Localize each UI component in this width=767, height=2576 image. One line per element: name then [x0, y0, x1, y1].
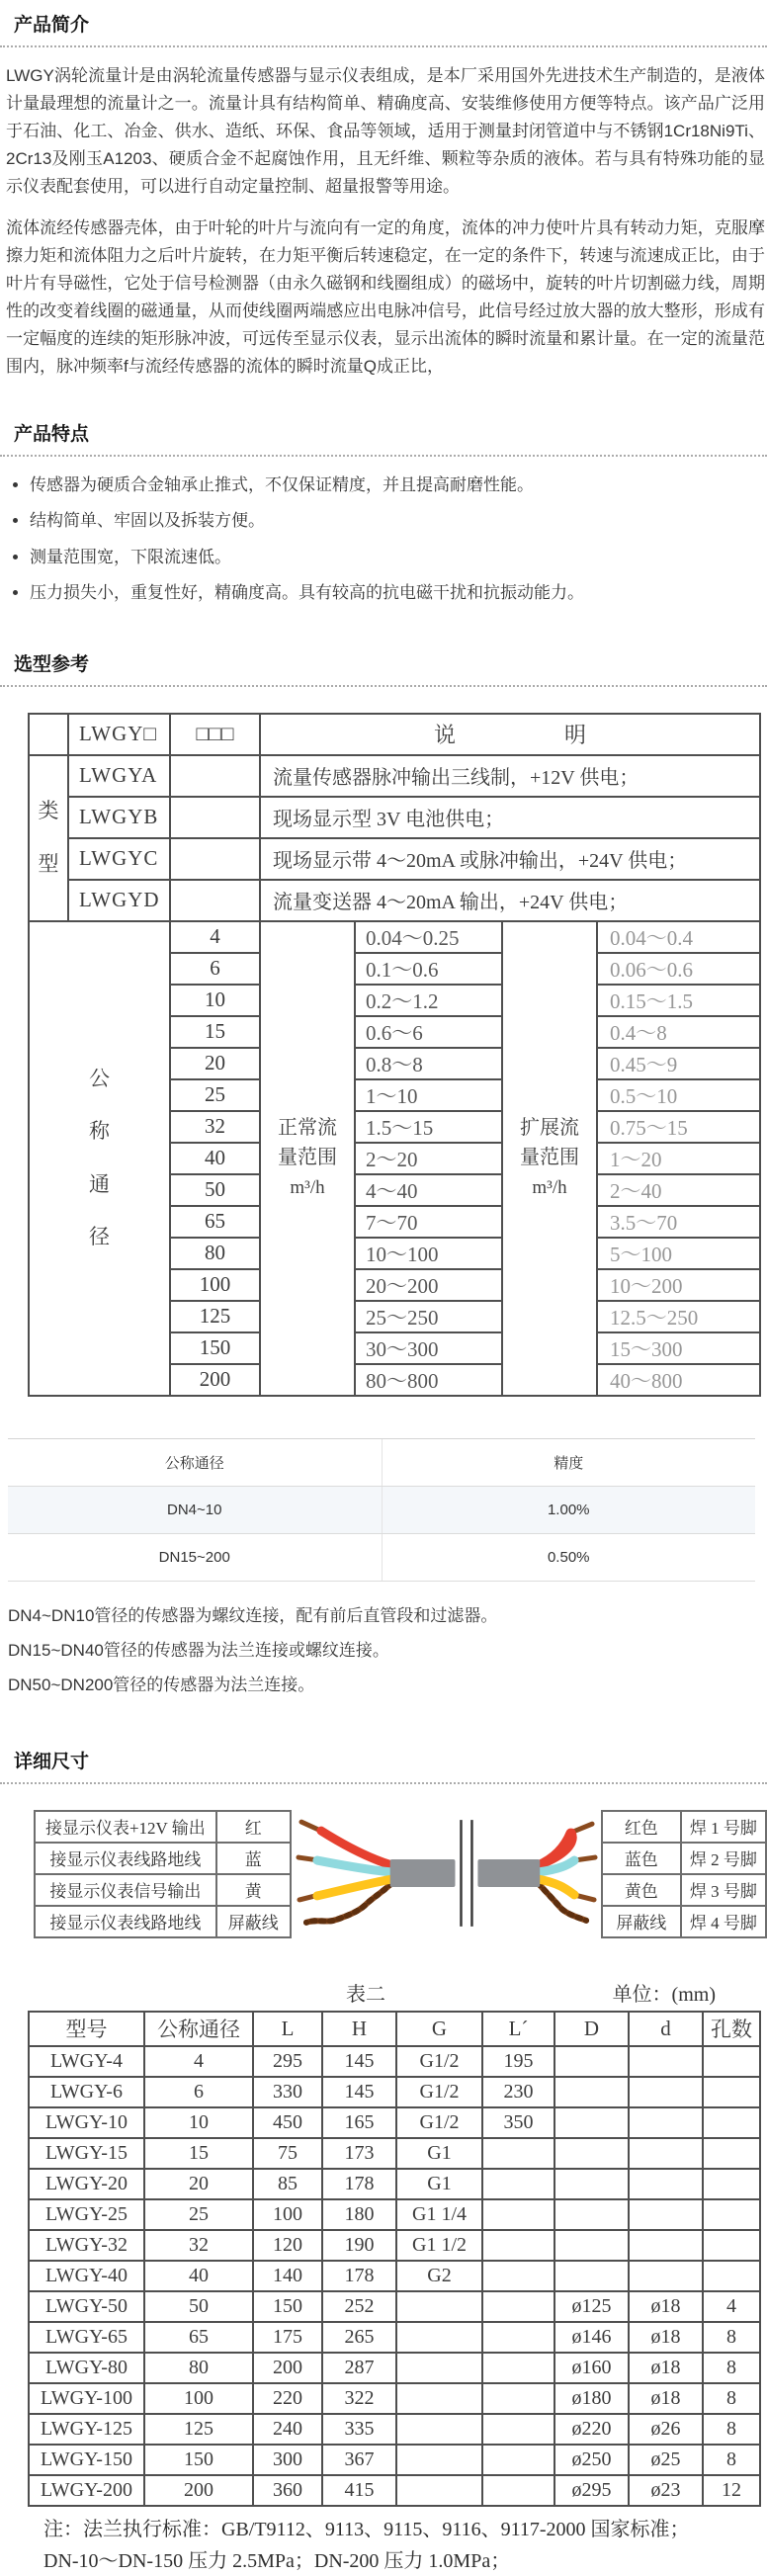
precision-cell: DN15~200 [8, 1533, 382, 1581]
dim-cell: 200 [253, 2353, 322, 2383]
dim-cell: 367 [322, 2445, 396, 2475]
connection-note: DN15~DN40管径的传感器为法兰连接或螺纹连接。 [8, 1640, 389, 1660]
dim-cell: LWGY-6 [29, 2077, 144, 2107]
type-label-cell [29, 755, 68, 921]
dim-cell: 450 [253, 2107, 322, 2138]
dim-cell [554, 2107, 629, 2138]
extended-range-cell: 0.45～9 [597, 1048, 760, 1079]
desc-cell: 流量变送器 4～20mA 输出，+24V 供电； [260, 880, 760, 921]
normal-range-cell: 0.2～1.2 [355, 985, 502, 1016]
dim-cell [396, 2445, 482, 2475]
diameter-cell: 40 [170, 1143, 260, 1174]
model-header-cell: LWGY□ [68, 714, 170, 755]
dim-cell: LWGY-25 [29, 2199, 144, 2230]
dim-cell: LWGY-150 [29, 2445, 144, 2475]
dim-cell: ø23 [629, 2475, 703, 2506]
dim-cell: ø295 [554, 2475, 629, 2506]
dim-cell [482, 2475, 554, 2506]
pin-cell: 焊 3 号脚 [681, 1874, 766, 1906]
dim-cell: 8 [703, 2414, 760, 2445]
dim-cell: ø18 [629, 2383, 703, 2414]
terminal-cell: 接显示仪表线路地线 [35, 1906, 216, 1937]
model-cell: LWGYC [68, 838, 170, 880]
dim-cell: LWGY-15 [29, 2138, 144, 2169]
dim-cell: 8 [703, 2383, 760, 2414]
dim-cell: G2 [396, 2261, 482, 2291]
features-list [0, 472, 767, 606]
dim-cell: 360 [253, 2475, 322, 2506]
code-cell [170, 755, 260, 797]
dim-cell: 4 [144, 2046, 253, 2077]
dim-cell: 40 [144, 2261, 253, 2291]
wire-color-cell: 蓝色 [602, 1843, 681, 1874]
precision-table [8, 1438, 755, 1582]
section-title-features: 产品特点 [0, 395, 767, 457]
selection-table [28, 713, 761, 1397]
dim-cell [629, 2077, 703, 2107]
extended-range-cell: 15～300 [597, 1332, 760, 1364]
dim-table-caption-row [28, 1978, 759, 2007]
desc-cell: 现场显示型 3V 电池供电； [260, 797, 760, 838]
dim-cell: 165 [322, 2107, 396, 2138]
dim-header-cell: 孔数 [703, 2012, 760, 2046]
precision-cell: 1.00% [382, 1486, 755, 1533]
diameter-cell: 100 [170, 1269, 260, 1301]
normal-range-cell: 80～800 [355, 1364, 502, 1396]
dim-cell: 150 [144, 2445, 253, 2475]
dim-cell [629, 2230, 703, 2261]
dim-cell: 65 [144, 2322, 253, 2353]
extended-range-cell: 1～20 [597, 1143, 760, 1174]
dim-cell [482, 2169, 554, 2199]
dim-cell [482, 2138, 554, 2169]
dim-cell [629, 2169, 703, 2199]
dim-header-cell: H [322, 2012, 396, 2046]
normal-range-cell: 25～250 [355, 1301, 502, 1332]
dim-cell [396, 2414, 482, 2445]
dim-cell [554, 2046, 629, 2077]
diameter-label: 公称通径 [88, 1066, 110, 1249]
dim-caption: 表二 [346, 1983, 385, 2006]
code-header-cell: □□□ [170, 714, 260, 755]
dim-cell [703, 2230, 760, 2261]
wiring-diagram [34, 1810, 767, 1938]
feature-item: • 测量范围宽，下限流速低。 [30, 545, 767, 570]
extended-range-cell: 40～800 [597, 1364, 760, 1396]
normal-range-cell: 30～300 [355, 1332, 502, 1364]
dim-cell: ø18 [629, 2291, 703, 2322]
dim-cell [703, 2138, 760, 2169]
desc-cell: 流量传感器脉冲输出三线制，+12V 供电； [260, 755, 760, 797]
dim-cell: 265 [322, 2322, 396, 2353]
normal-range-cell: 20～200 [355, 1269, 502, 1301]
dim-cell: 8 [703, 2322, 760, 2353]
extended-range-cell: 0.04～0.4 [597, 921, 760, 953]
dim-cell: 12 [703, 2475, 760, 2506]
dim-cell: 125 [144, 2414, 253, 2445]
dim-cell: 335 [322, 2414, 396, 2445]
dim-cell: 230 [482, 2077, 554, 2107]
dim-cell: ø250 [554, 2445, 629, 2475]
dim-cell: G1/2 [396, 2046, 482, 2077]
dim-cell: 25 [144, 2199, 253, 2230]
diameter-cell: 80 [170, 1238, 260, 1269]
diameter-cell: 65 [170, 1206, 260, 1238]
dim-cell [703, 2107, 760, 2138]
normal-range-cell: 7～70 [355, 1206, 502, 1238]
wire-color-cell: 蓝 [216, 1843, 291, 1874]
dim-cell: 145 [322, 2046, 396, 2077]
extended-range-cell: 5～100 [597, 1238, 760, 1269]
dim-cell: 15 [144, 2138, 253, 2169]
dim-cell: 145 [322, 2077, 396, 2107]
dim-cell: LWGY-10 [29, 2107, 144, 2138]
dim-cell: ø180 [554, 2383, 629, 2414]
dim-cell: ø220 [554, 2414, 629, 2445]
cable-diagram [294, 1810, 599, 1936]
diameter-cell: 20 [170, 1048, 260, 1079]
normal-range-cell: 0.6～6 [355, 1016, 502, 1048]
dim-note: 注：法兰执行标准：GB/T9112、9113、9115、9116、9117-2000 国家标准； [43, 2518, 690, 2540]
normal-range-cell: 1～10 [355, 1079, 502, 1111]
dim-cell: 180 [322, 2199, 396, 2230]
dim-cell: 295 [253, 2046, 322, 2077]
dim-cell [554, 2199, 629, 2230]
flow-unit: m³/h [532, 1177, 567, 1199]
model-cell: LWGYB [68, 797, 170, 838]
extended-range-cell: 3.5～70 [597, 1206, 760, 1238]
pin-cell: 焊 4 号脚 [681, 1906, 766, 1937]
dim-cell: LWGY-65 [29, 2322, 144, 2353]
dim-cell [396, 2322, 482, 2353]
dim-cell: 178 [322, 2169, 396, 2199]
dim-cell: LWGY-20 [29, 2169, 144, 2199]
empty-corner-cell [29, 714, 68, 755]
dim-cell: LWGY-40 [29, 2261, 144, 2291]
dim-cell [554, 2138, 629, 2169]
extended-range-cell: 0.5～10 [597, 1079, 760, 1111]
dim-cell [482, 2383, 554, 2414]
dim-cell [396, 2291, 482, 2322]
dim-cell [482, 2230, 554, 2261]
dim-cell: 190 [322, 2230, 396, 2261]
pin-cell: 焊 2 号脚 [681, 1843, 766, 1874]
dim-cell: 252 [322, 2291, 396, 2322]
wiring-right-table [601, 1810, 767, 1938]
dim-cell [554, 2261, 629, 2291]
dim-cell: 6 [144, 2077, 253, 2107]
dim-cell: 120 [253, 2230, 322, 2261]
precision-cell: 0.50% [382, 1533, 755, 1581]
dim-cell: G1/2 [396, 2077, 482, 2107]
extended-range-cell: 0.75～15 [597, 1111, 760, 1143]
dim-cell: LWGY-100 [29, 2383, 144, 2414]
dim-cell [396, 2353, 482, 2383]
connection-note: DN4~DN10管径的传感器为螺纹连接，配有前后直管段和过滤器。 [8, 1605, 498, 1625]
model-cell: LWGYA [68, 755, 170, 797]
dim-cell [703, 2077, 760, 2107]
wiring-left-table [34, 1810, 292, 1938]
dim-cell: 8 [703, 2353, 760, 2383]
wire-color-cell: 屏蔽线 [216, 1906, 291, 1937]
dim-cell [554, 2169, 629, 2199]
flow-extended-label-cell [502, 921, 597, 1396]
diameter-cell: 200 [170, 1364, 260, 1396]
cable-body-left [390, 1859, 456, 1887]
dimension-table [28, 2011, 761, 2507]
dim-unit-label: 单位：(mm) [612, 1983, 716, 2006]
terminal-cell: 接显示仪表信号输出 [35, 1874, 216, 1906]
dim-cell: 350 [482, 2107, 554, 2138]
dim-cell: 415 [322, 2475, 396, 2506]
dim-cell: LWGY-125 [29, 2414, 144, 2445]
precision-header: 公称通径 [8, 1438, 382, 1486]
dim-cell: ø25 [629, 2445, 703, 2475]
normal-range-cell: 2～20 [355, 1143, 502, 1174]
dim-cell: 10 [144, 2107, 253, 2138]
dim-cell: 220 [253, 2383, 322, 2414]
dim-cell: 8 [703, 2445, 760, 2475]
feature-item: • 压力损失小，重复性好，精确度高。具有较高的抗电磁干扰和抗振动能力。 [30, 580, 767, 606]
dim-cell: LWGY-4 [29, 2046, 144, 2077]
dim-cell [629, 2199, 703, 2230]
dim-cell [482, 2199, 554, 2230]
dim-cell: 200 [144, 2475, 253, 2506]
dim-cell: G1 [396, 2169, 482, 2199]
section-title-dimensions: 详细尺寸 [0, 1723, 767, 1784]
diameter-cell: 6 [170, 953, 260, 985]
dim-cell [482, 2353, 554, 2383]
wire-color-cell: 屏蔽线 [602, 1906, 681, 1937]
connection-notes [0, 1603, 767, 1699]
extended-range-cell: 0.4～8 [597, 1016, 760, 1048]
section-title-selection: 选型参考 [0, 626, 767, 687]
dim-cell: 173 [322, 2138, 396, 2169]
dim-cell [703, 2046, 760, 2077]
desc-cell: 现场显示带 4～20mA 或脉冲输出，+24V 供电； [260, 838, 760, 880]
flow-normal-label-cell [260, 921, 355, 1396]
diameter-cell: 25 [170, 1079, 260, 1111]
dim-cell: G1 1/2 [396, 2230, 482, 2261]
dim-header-cell: G [396, 2012, 482, 2046]
flow-extended-label: 扩展流量范围 [520, 1117, 579, 1169]
dim-cell: 100 [144, 2383, 253, 2414]
terminal-cell: 接显示仪表线路地线 [35, 1843, 216, 1874]
dim-cell: 240 [253, 2414, 322, 2445]
dim-cell [396, 2475, 482, 2506]
normal-range-cell: 0.04～0.25 [355, 921, 502, 953]
normal-range-cell: 4～40 [355, 1174, 502, 1206]
dim-cell: ø18 [629, 2353, 703, 2383]
dim-cell: 287 [322, 2353, 396, 2383]
intro-paragraph: LWGY涡轮流量计是由涡轮流量传感器与显示仪表组成，是本厂采用国外先进技术生产制造的，是液体计量最理想的流量计之一。流量计具有结构简单、精确度高、安装维修使用方便等特点。该产品广泛用于石油、化工、冶金、供水、造纸、环保、食品等领域，适用于测量封闭管道中与不锈钢1Cr18Ni9Ti、2Cr13及刚玉A1203、硬质合金不起腐蚀作用，且无纤维、颗粒等杂质的液体。若与具有特殊功能的显示仪表配套使用，可以进行自动定量控制、超量报警等用途。 [6, 66, 765, 196]
connection-note: DN50~DN200管径的传感器为法兰连接。 [8, 1675, 315, 1695]
section-title-intro: 产品简介 [0, 0, 767, 47]
dim-header-cell: d [629, 2012, 703, 2046]
normal-range-cell: 10～100 [355, 1238, 502, 1269]
dim-cell [396, 2383, 482, 2414]
dim-cell: 75 [253, 2138, 322, 2169]
dim-note: DN-10～DN-150 压力 2.5MPa；DN-200 压力 1.0MPa； [43, 2549, 511, 2572]
extended-range-cell: 2～40 [597, 1174, 760, 1206]
code-cell [170, 838, 260, 880]
dim-cell: 20 [144, 2169, 253, 2199]
dim-cell [629, 2107, 703, 2138]
wire-color-cell: 红 [216, 1811, 291, 1843]
dim-cell: 85 [253, 2169, 322, 2199]
normal-range-cell: 1.5～15 [355, 1111, 502, 1143]
dim-header-cell: 型号 [29, 2012, 144, 2046]
feature-item: • 传感器为硬质合金轴承止推式，不仅保证精度，并且提高耐磨性能。 [30, 472, 767, 498]
dim-cell: 178 [322, 2261, 396, 2291]
diameter-cell: 32 [170, 1111, 260, 1143]
pin-cell: 焊 1 号脚 [681, 1811, 766, 1843]
precision-cell: DN4~10 [8, 1486, 382, 1533]
diameter-cell: 125 [170, 1301, 260, 1332]
dim-cell: ø146 [554, 2322, 629, 2353]
extended-range-cell: 0.15～1.5 [597, 985, 760, 1016]
dim-header-cell: L [253, 2012, 322, 2046]
dim-cell: LWGY-80 [29, 2353, 144, 2383]
dim-cell: LWGY-32 [29, 2230, 144, 2261]
dim-cell: G1 [396, 2138, 482, 2169]
dim-cell [482, 2261, 554, 2291]
feature-item: • 结构简单、牢固以及拆装方便。 [30, 508, 767, 534]
dim-header-cell: D [554, 2012, 629, 2046]
normal-range-cell: 0.1～0.6 [355, 953, 502, 985]
code-cell [170, 880, 260, 921]
cable-body-right [477, 1859, 540, 1887]
dim-cell: G1/2 [396, 2107, 482, 2138]
dim-cell: ø125 [554, 2291, 629, 2322]
dim-cell: ø18 [629, 2322, 703, 2353]
dim-cell: G1 1/4 [396, 2199, 482, 2230]
flow-normal-label: 正常流量范围 [278, 1117, 337, 1169]
extended-range-cell: 12.5～250 [597, 1301, 760, 1332]
wire-color-cell: 黄 [216, 1874, 291, 1906]
dim-cell: 330 [253, 2077, 322, 2107]
precision-header: 精度 [382, 1438, 755, 1486]
dim-cell: ø160 [554, 2353, 629, 2383]
dim-header-cell: L´ [482, 2012, 554, 2046]
code-cell [170, 797, 260, 838]
description-header-cell: 说 明 [260, 714, 760, 755]
diameter-cell: 10 [170, 985, 260, 1016]
dim-cell: 300 [253, 2445, 322, 2475]
dim-cell [482, 2291, 554, 2322]
dim-cell: 80 [144, 2353, 253, 2383]
dim-cell: 100 [253, 2199, 322, 2230]
dim-cell [629, 2261, 703, 2291]
dim-cell: 322 [322, 2383, 396, 2414]
dim-cell [703, 2199, 760, 2230]
dim-cell: 175 [253, 2322, 322, 2353]
dim-cell: 150 [253, 2291, 322, 2322]
dim-cell [482, 2445, 554, 2475]
dim-cell [629, 2138, 703, 2169]
dim-cell: 140 [253, 2261, 322, 2291]
dim-cell: 4 [703, 2291, 760, 2322]
diameter-cell: 4 [170, 921, 260, 953]
model-cell: LWGYD [68, 880, 170, 921]
dim-cell: LWGY-50 [29, 2291, 144, 2322]
dim-header-cell: 公称通径 [144, 2012, 253, 2046]
dim-cell [482, 2414, 554, 2445]
dim-cell: 50 [144, 2291, 253, 2322]
intro-paragraph: 流体流经传感器壳体，由于叶轮的叶片与流向有一定的角度，流体的冲力使叶片具有转动力矩，克服摩擦力矩和流体阻力之后叶片旋转，在力矩平衡后转速稳定，在一定的条件下，转速与流速成正比，由于叶片有导磁性，它处于信号检测器（由永久磁钢和线圈组成）的磁场中，旋转的叶片切割磁力线，周期性的改变着线圈的磁通量，从而使线圈两端感应出电脉冲信号，此信号经过放大器的放大整形，形成有一定幅度的连续的矩形脉冲波，可远传至显示仪表，显示出流体的瞬时流量和累计量。在一定的流量范围内，脉冲频率f与流经传感器的流体的瞬时流量Q成正比， [6, 218, 765, 376]
diameter-cell: 50 [170, 1174, 260, 1206]
terminal-cell: 接显示仪表+12V 输出 [35, 1811, 216, 1843]
dim-cell: 32 [144, 2230, 253, 2261]
diameter-label-cell [29, 921, 170, 1396]
dim-cell [703, 2261, 760, 2291]
wire-color-cell: 黄色 [602, 1874, 681, 1906]
dim-cell [482, 2322, 554, 2353]
flow-unit: m³/h [290, 1177, 325, 1199]
dim-cell [629, 2046, 703, 2077]
diameter-cell: 15 [170, 1016, 260, 1048]
extended-range-cell: 0.06～0.6 [597, 953, 760, 985]
wire-color-cell: 红色 [602, 1811, 681, 1843]
dim-cell [703, 2169, 760, 2199]
dim-cell: ø26 [629, 2414, 703, 2445]
dim-cell: LWGY-200 [29, 2475, 144, 2506]
diameter-cell: 150 [170, 1332, 260, 1364]
dim-cell [554, 2077, 629, 2107]
extended-range-cell: 10～200 [597, 1269, 760, 1301]
dim-cell [554, 2230, 629, 2261]
type-label: 类型 [38, 799, 59, 876]
dim-cell: 195 [482, 2046, 554, 2077]
normal-range-cell: 0.8～8 [355, 1048, 502, 1079]
